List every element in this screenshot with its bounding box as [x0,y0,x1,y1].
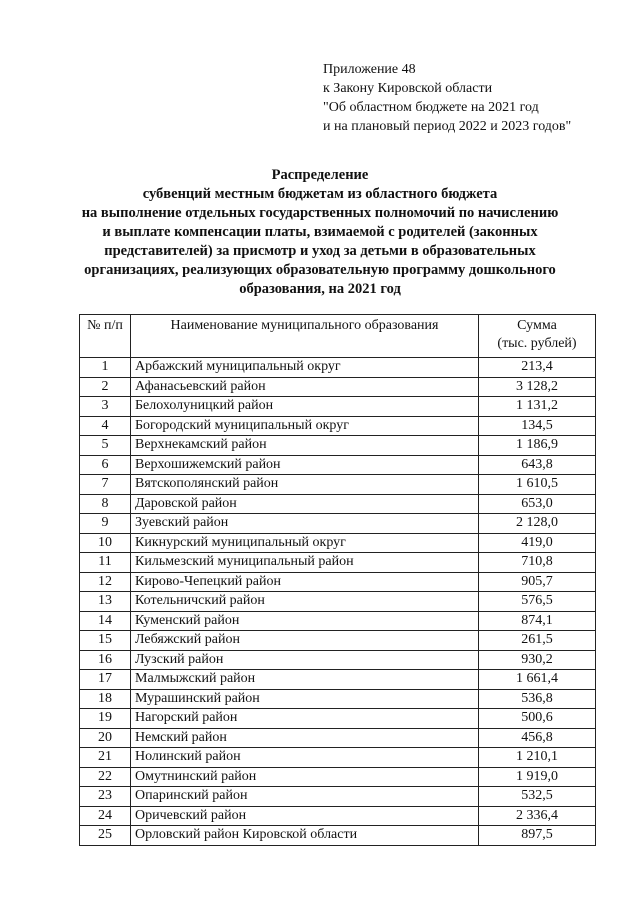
row-number: 20 [80,728,131,748]
appendix-line: и на плановый период 2022 и 2023 годов" [323,119,572,134]
row-name: Афанасьевский район [131,377,479,397]
table-body [80,358,596,846]
row-sum: 1 661,4 [479,670,596,690]
table-row [80,728,596,748]
title-line: Распределение [271,167,369,183]
row-number: 13 [80,592,131,612]
row-number: 19 [80,709,131,729]
row-number: 6 [80,455,131,475]
appendix-line: "Об областном бюджете на 2021 год [323,100,539,115]
table-row [80,689,596,709]
table-row [80,475,596,495]
table-row [80,455,596,475]
title-line: образования, на 2021 год [239,281,401,297]
distribution-table [79,314,596,846]
header-sum [479,315,596,358]
row-sum: 456,8 [479,728,596,748]
row-name: Белохолуницкий район [131,397,479,417]
row-number: 23 [80,787,131,807]
row-sum: 532,5 [479,787,596,807]
row-name: Арбажский муниципальный округ [131,358,479,378]
table-row [80,358,596,378]
row-name: Верхнекамский район [131,436,479,456]
row-sum: 1 210,1 [479,748,596,768]
table-row [80,514,596,534]
table-row [80,748,596,768]
row-number: 15 [80,631,131,651]
table-row [80,806,596,826]
table-row [80,572,596,592]
row-sum: 1 919,0 [479,767,596,787]
row-number: 16 [80,650,131,670]
row-sum: 261,5 [479,631,596,651]
table-row [80,670,596,690]
row-name: Орловский район Кировской области [131,826,479,846]
row-name: Богородский муниципальный округ [131,416,479,436]
table-row [80,826,596,846]
row-number: 4 [80,416,131,436]
row-number: 21 [80,748,131,768]
document-title [50,166,590,299]
appendix-line: к Закону Кировской области [323,81,493,96]
row-name: Кильмезский муниципальный район [131,553,479,573]
row-sum: 930,2 [479,650,596,670]
table-row [80,787,596,807]
table-row [80,767,596,787]
row-number: 9 [80,514,131,534]
row-sum: 874,1 [479,611,596,631]
table-row [80,416,596,436]
row-number: 7 [80,475,131,495]
row-number: 18 [80,689,131,709]
row-name: Лебяжский район [131,631,479,651]
header-number: № п/п [80,315,131,358]
row-name: Кирово-Чепецкий район [131,572,479,592]
row-number: 11 [80,553,131,573]
title-line: на выполнение отдельных государственных полномочий по начислению [81,205,559,221]
title-line: и выплате компенсации платы, взимаемой с родителей (законных [102,224,538,240]
row-sum: 576,5 [479,592,596,612]
row-sum: 419,0 [479,533,596,553]
title-line: организациях, реализующих образовательную программу дошкольного [84,262,556,278]
row-name: Омутнинский район [131,767,479,787]
table-row [80,397,596,417]
table-row [80,436,596,456]
row-number: 14 [80,611,131,631]
row-number: 17 [80,670,131,690]
row-sum: 1 131,2 [479,397,596,417]
row-sum: 134,5 [479,416,596,436]
title-line: представителей) за присмотр и уход за детьми в образовательных [104,243,536,259]
table-row [80,631,596,651]
row-number: 24 [80,806,131,826]
row-number: 12 [80,572,131,592]
row-sum: 500,6 [479,709,596,729]
row-name: Нолинский район [131,748,479,768]
table-row [80,709,596,729]
row-number: 5 [80,436,131,456]
table-row [80,611,596,631]
row-name: Немский район [131,728,479,748]
row-name: Малмыжский район [131,670,479,690]
table-row [80,553,596,573]
row-sum: 897,5 [479,826,596,846]
row-sum: 643,8 [479,455,596,475]
row-sum: 2 336,4 [479,806,596,826]
table-row [80,533,596,553]
appendix-line: Приложение 48 [323,62,416,77]
appendix-header [323,60,623,136]
row-sum: 536,8 [479,689,596,709]
row-number: 1 [80,358,131,378]
table-row [80,494,596,514]
row-sum: 653,0 [479,494,596,514]
row-name: Котельничский район [131,592,479,612]
row-name: Вятскополянский район [131,475,479,495]
row-name: Зуевский район [131,514,479,534]
row-name: Кикнурский муниципальный округ [131,533,479,553]
title-line: субвенций местным бюджетам из областного бюджета [142,186,498,202]
row-name: Даровской район [131,494,479,514]
row-name: Мурашинский район [131,689,479,709]
row-number: 8 [80,494,131,514]
row-sum: 3 128,2 [479,377,596,397]
row-number: 3 [80,397,131,417]
row-number: 10 [80,533,131,553]
row-name: Куменский район [131,611,479,631]
table-row [80,592,596,612]
row-number: 2 [80,377,131,397]
row-name: Верхошижемский район [131,455,479,475]
header-sum-line1: Сумма [517,318,557,333]
row-sum: 710,8 [479,553,596,573]
row-name: Оричевский район [131,806,479,826]
row-name: Лузский район [131,650,479,670]
row-sum: 905,7 [479,572,596,592]
table-row [80,377,596,397]
row-sum: 213,4 [479,358,596,378]
row-name: Опаринский район [131,787,479,807]
row-number: 22 [80,767,131,787]
row-name: Нагорский район [131,709,479,729]
row-number: 25 [80,826,131,846]
table-row [80,650,596,670]
row-sum: 1 186,9 [479,436,596,456]
header-name: Наименование муниципального образования [131,315,479,358]
row-sum: 2 128,0 [479,514,596,534]
table-header-row [80,315,596,358]
row-sum: 1 610,5 [479,475,596,495]
header-sum-line2: (тыс. рублей) [497,336,577,351]
